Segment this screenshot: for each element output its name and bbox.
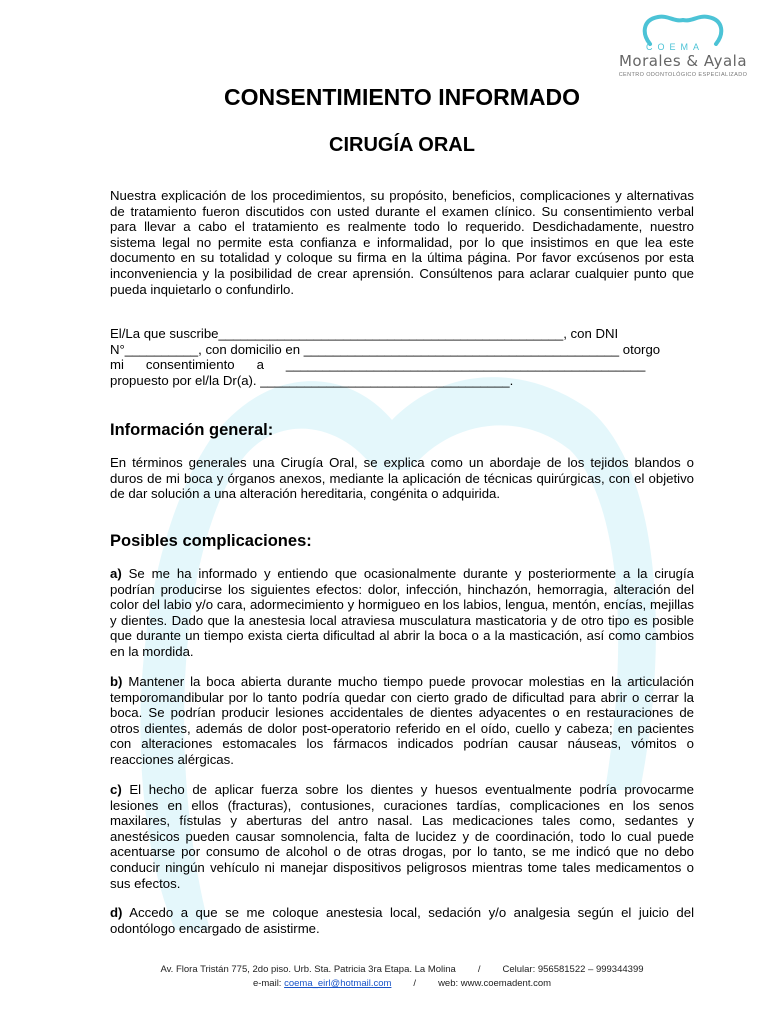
clinic-logo bbox=[606, 12, 760, 82]
form-line-doctor: propuesto por el/la Dr(a). __________________________________. bbox=[110, 372, 514, 388]
footer-email-link[interactable]: coema_eirl@hotmail.com bbox=[284, 978, 392, 989]
footer-line-2 bbox=[0, 978, 768, 989]
form-line-address: N°__________, con domicilio en ___________________________________________ otorgo bbox=[110, 341, 661, 357]
complication-item-c bbox=[110, 782, 694, 891]
footer-address: Av. Flora Tristán 775, 2do piso. Urb. Sta. Patricia 3ra Etapa. La Molina bbox=[160, 964, 456, 975]
consent-form-fields bbox=[110, 326, 694, 388]
form-line-name: El/La que suscribe_______________________________________________, con DNI bbox=[110, 326, 619, 341]
logo-tagline: CENTRO ODONTOLÓGICO ESPECIALIZADO bbox=[618, 72, 748, 78]
footer-separator: / bbox=[477, 964, 481, 975]
intro-paragraph: Nuestra explicación de los procedimientos, su propósito, beneficios, complicaciones y alternativas de tratamiento fueron discutidos con usted durante el examen clínico. Su consentimiento verbal para llevar a cabo el tratamiento es realmente todo lo requerido. Desdichadamente, nuestro sistema legal no permite esta confianza e informalidad, por lo que insistimos en que lea este documento en su totalidad y coloque su firma en la última página. Por favor excúsenos por esta inconveniencia y la posibilidad de crear aprensión. Consúltenos para aclarar cualquier punto que pueda inquietarlo o confundirlo. bbox=[110, 188, 694, 297]
complication-item-a bbox=[110, 566, 694, 660]
footer-separator: / bbox=[413, 978, 417, 989]
logo-brand-small: COEMA bbox=[646, 42, 705, 52]
logo-name: Morales & Ayala bbox=[618, 52, 748, 70]
item-text: El hecho de aplicar fuerza sobre los dientes y huesos eventualmente podría provocarme lesiones en ellos (fracturas), contusiones, curaciones tardías, complicaciones en los senos maxilares, fístulas y aberturas del antro nasal. Las medicaciones tales como, sedantes y anestésicos pueden causar somnolencia, falta de lucidez y de coordinación, todo lo cual puede acentuarse por consumo de alcohol o de otras drogas, por lo tanto, se me indicó que no debo conducir ningún vehículo ni manejar dispositivos peligrosos mientras tome tales medicamentos o sus efectos. bbox=[110, 782, 694, 891]
footer-phone: Celular: 956581522 – 999344399 bbox=[502, 964, 644, 975]
item-text: Accedo a que se me coloque anestesia local, sedación y/o analgesia según el juicio del odontólogo encargado de asistirme. bbox=[110, 905, 694, 936]
item-tag: b) bbox=[110, 674, 123, 689]
complication-item-b bbox=[110, 674, 694, 768]
footer-line-1 bbox=[0, 964, 768, 975]
complication-item-d bbox=[110, 905, 694, 936]
form-line-consent: mi consentimiento a _________________________________________________ bbox=[110, 357, 646, 373]
item-text: Mantener la boca abierta durante mucho tiempo puede provocar molestias en la articulación temporomandibular por lo tanto podría quedar con cierto grado de dificultad para abrir o cerrar la boca. Se podrían producir lesiones accidentales de dientes adyacentes o en restauraciones de otros dientes, además de dolor post-operatorio referido en el oído, cuello y cabeza; en pacientes con alteraciones estomacales los fármacos indicados podrían causar náuseas, vómitos o reacciones alérgicas. bbox=[110, 674, 694, 767]
info-paragraph: En términos generales una Cirugía Oral, se explica como un abordaje de los tejidos blandos o duros de mi boca y órganos anexos, mediante la aplicación de técnicas quirúrgicas, con el objetivo de dar solución a una alteración hereditaria, congénita o adquirida. bbox=[110, 455, 694, 502]
item-text: Se me ha informado y entiendo que ocasionalmente durante y posteriormente a la cirugía podrían producirse los siguientes efectos: dolor, infección, hinchazón, hemorragia, alteración del color del labio y/o cara, adormecimiento y hormigueo en los labios, lengua, mentón, encías, mejillas y dientes. Dado que la anestesia local atraviesa musculatura masticatoria y de otro tipo es posible que durante un tiempo exista cierta dificultad al abrir la boca o a la masticación, así como cambios en la mordida. bbox=[110, 566, 694, 659]
footer-email-label: e-mail: bbox=[252, 978, 282, 989]
item-tag: d) bbox=[110, 905, 123, 920]
document-subtitle: CIRUGÍA ORAL bbox=[329, 134, 475, 156]
info-heading: Información general: bbox=[110, 421, 274, 439]
item-tag: c) bbox=[110, 782, 122, 797]
complications-heading: Posibles complicaciones: bbox=[110, 532, 312, 550]
tooth-logo-icon bbox=[606, 12, 760, 46]
document-title: CONSENTIMIENTO INFORMADO bbox=[223, 84, 581, 110]
item-tag: a) bbox=[110, 566, 122, 581]
footer-web: web: www.coemadent.com bbox=[438, 978, 552, 989]
